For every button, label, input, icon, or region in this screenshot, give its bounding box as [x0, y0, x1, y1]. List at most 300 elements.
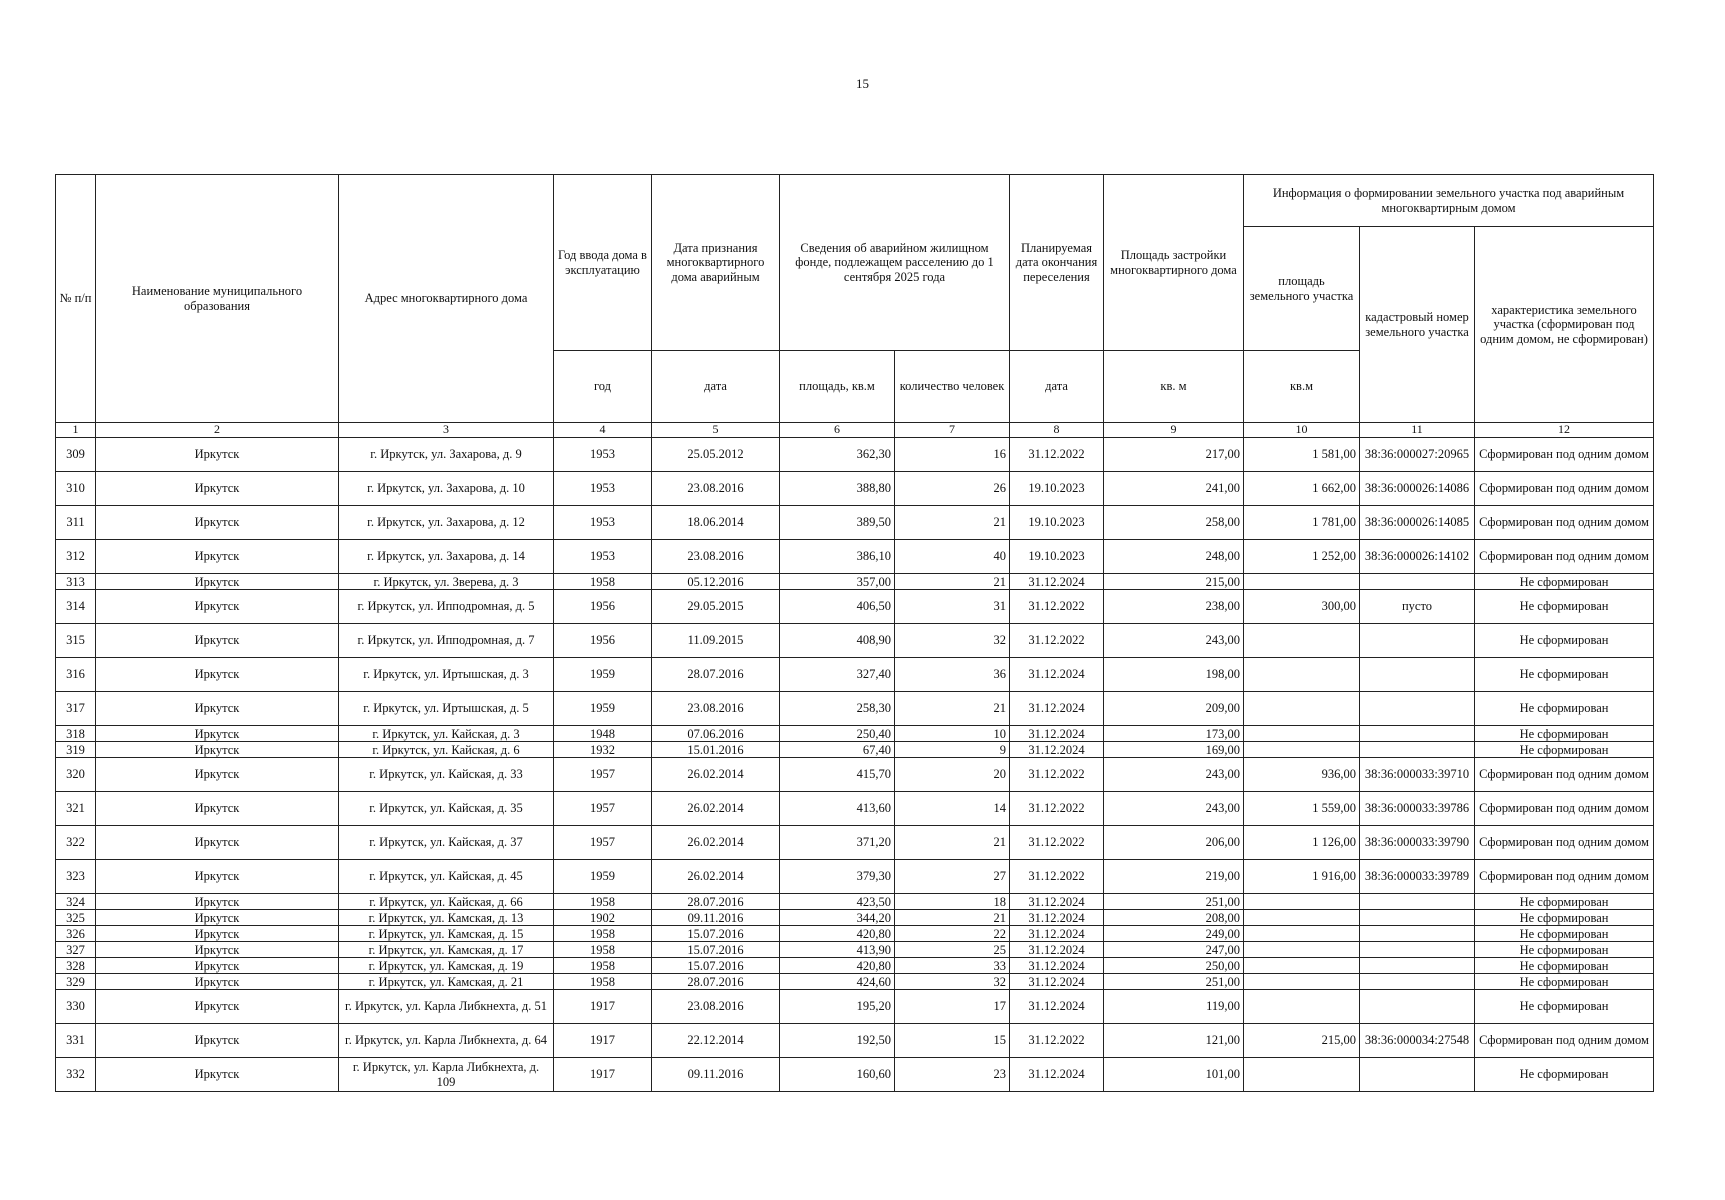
- cell-date-emergency: 28.07.2016: [652, 658, 780, 692]
- cell-year-built: 1917: [554, 1024, 652, 1058]
- cell-year-built: 1959: [554, 692, 652, 726]
- cell-municipality: Иркутск: [96, 1024, 339, 1058]
- cell-building-area: 251,00: [1104, 894, 1244, 910]
- cell-number: 313: [56, 574, 96, 590]
- cell-land-area: [1244, 624, 1360, 658]
- cell-planned-date: 31.12.2024: [1010, 942, 1104, 958]
- table-row: [56, 958, 1654, 974]
- cell-area: 344,20: [780, 910, 895, 926]
- table-row: [56, 926, 1654, 942]
- cell-land-char: Сформирован под одним домом: [1475, 540, 1654, 574]
- cell-cadastral: 38:36:000026:14102: [1360, 540, 1475, 574]
- cell-land-char: Не сформирован: [1475, 726, 1654, 742]
- cell-address: г. Иркутск, ул. Камская, д. 17: [339, 942, 554, 958]
- cell-cadastral: 38:36:000033:39710: [1360, 758, 1475, 792]
- cell-address: г. Иркутск, ул. Камская, д. 13: [339, 910, 554, 926]
- table-row: [56, 540, 1654, 574]
- cell-date-emergency: 09.11.2016: [652, 910, 780, 926]
- cell-building-area: 243,00: [1104, 792, 1244, 826]
- cell-building-area: 250,00: [1104, 958, 1244, 974]
- cell-date-emergency: 07.06.2016: [652, 726, 780, 742]
- cell-land-area: [1244, 958, 1360, 974]
- column-number: 3: [339, 423, 554, 438]
- cell-cadastral: 38:36:000026:14085: [1360, 506, 1475, 540]
- cell-planned-date: 31.12.2022: [1010, 624, 1104, 658]
- cell-address: г. Иркутск, ул. Иртышская, д. 3: [339, 658, 554, 692]
- cell-year-built: 1917: [554, 1058, 652, 1092]
- cell-building-area: 173,00: [1104, 726, 1244, 742]
- cell-area: 413,90: [780, 942, 895, 958]
- cell-building-area: 238,00: [1104, 590, 1244, 624]
- table-row: [56, 574, 1654, 590]
- cell-people: 21: [895, 574, 1010, 590]
- unit-year: год: [554, 351, 652, 423]
- cell-number: 329: [56, 974, 96, 990]
- cell-area: 406,50: [780, 590, 895, 624]
- table-row: [56, 942, 1654, 958]
- table-row: [56, 894, 1654, 910]
- cell-number: 330: [56, 990, 96, 1024]
- cell-year-built: 1958: [554, 926, 652, 942]
- cell-municipality: Иркутск: [96, 540, 339, 574]
- cell-date-emergency: 09.11.2016: [652, 1058, 780, 1092]
- cell-people: 21: [895, 692, 1010, 726]
- cell-number: 314: [56, 590, 96, 624]
- cell-year-built: 1953: [554, 438, 652, 472]
- cell-date-emergency: 25.05.2012: [652, 438, 780, 472]
- cell-building-area: 169,00: [1104, 742, 1244, 758]
- column-number: 4: [554, 423, 652, 438]
- cell-land-area: 1 126,00: [1244, 826, 1360, 860]
- cell-people: 16: [895, 438, 1010, 472]
- emergency-housing-table: [55, 174, 1654, 1092]
- cell-land-area: [1244, 1058, 1360, 1092]
- cell-year-built: 1958: [554, 942, 652, 958]
- cell-building-area: 251,00: [1104, 974, 1244, 990]
- column-number: 5: [652, 423, 780, 438]
- cell-land-char: Не сформирован: [1475, 692, 1654, 726]
- cell-land-char: Сформирован под одним домом: [1475, 472, 1654, 506]
- cell-number: 324: [56, 894, 96, 910]
- cell-address: г. Иркутск, ул. Ипподромная, д. 5: [339, 590, 554, 624]
- header-address: Адрес многоквартирного дома: [339, 175, 554, 423]
- cell-address: г. Иркутск, ул. Карла Либкнехта, д. 51: [339, 990, 554, 1024]
- table-row: [56, 742, 1654, 758]
- unit-land-kvm: кв.м: [1244, 351, 1360, 423]
- cell-date-emergency: 15.07.2016: [652, 926, 780, 942]
- cell-area: 420,80: [780, 926, 895, 942]
- cell-people: 21: [895, 506, 1010, 540]
- cell-year-built: 1902: [554, 910, 652, 926]
- cell-area: 250,40: [780, 726, 895, 742]
- cell-date-emergency: 05.12.2016: [652, 574, 780, 590]
- cell-land-area: [1244, 742, 1360, 758]
- cell-number: 310: [56, 472, 96, 506]
- cell-area: 160,60: [780, 1058, 895, 1092]
- cell-municipality: Иркутск: [96, 692, 339, 726]
- cell-date-emergency: 29.05.2015: [652, 590, 780, 624]
- cell-land-char: Сформирован под одним домом: [1475, 1024, 1654, 1058]
- cell-area: 386,10: [780, 540, 895, 574]
- cell-people: 17: [895, 990, 1010, 1024]
- cell-area: 389,50: [780, 506, 895, 540]
- header-cadastral: кадастровый номер земельного участка: [1360, 227, 1475, 423]
- cell-people: 26: [895, 472, 1010, 506]
- cell-municipality: Иркутск: [96, 910, 339, 926]
- cell-date-emergency: 11.09.2015: [652, 624, 780, 658]
- cell-people: 32: [895, 974, 1010, 990]
- cell-number: 316: [56, 658, 96, 692]
- cell-number: 317: [56, 692, 96, 726]
- cell-address: г. Иркутск, ул. Камская, д. 19: [339, 958, 554, 974]
- table-row: [56, 910, 1654, 926]
- cell-planned-date: 31.12.2024: [1010, 926, 1104, 942]
- cell-land-char: Не сформирован: [1475, 926, 1654, 942]
- cell-planned-date: 31.12.2022: [1010, 792, 1104, 826]
- cell-area: 408,90: [780, 624, 895, 658]
- cell-municipality: Иркутск: [96, 742, 339, 758]
- cell-cadastral: [1360, 624, 1475, 658]
- cell-cadastral: [1360, 658, 1475, 692]
- cell-building-area: 247,00: [1104, 942, 1244, 958]
- cell-planned-date: 31.12.2024: [1010, 726, 1104, 742]
- cell-number: 327: [56, 942, 96, 958]
- cell-year-built: 1956: [554, 624, 652, 658]
- cell-people: 15: [895, 1024, 1010, 1058]
- cell-people: 36: [895, 658, 1010, 692]
- cell-people: 21: [895, 910, 1010, 926]
- cell-address: г. Иркутск, ул. Захарова, д. 12: [339, 506, 554, 540]
- cell-building-area: 119,00: [1104, 990, 1244, 1024]
- table-row: [56, 590, 1654, 624]
- cell-cadastral: [1360, 958, 1475, 974]
- cell-address: г. Иркутск, ул. Камская, д. 21: [339, 974, 554, 990]
- cell-date-emergency: 15.01.2016: [652, 742, 780, 758]
- cell-cadastral: [1360, 574, 1475, 590]
- cell-cadastral: [1360, 942, 1475, 958]
- cell-land-char: Не сформирован: [1475, 624, 1654, 658]
- cell-municipality: Иркутск: [96, 658, 339, 692]
- header-emergency-fund: Сведения об аварийном жилищном фонде, подлежащем расселению до 1 сентября 2025 года: [780, 175, 1010, 351]
- cell-building-area: 217,00: [1104, 438, 1244, 472]
- header-land-area: площадь земельного участка: [1244, 227, 1360, 351]
- cell-cadastral: [1360, 910, 1475, 926]
- cell-municipality: Иркутск: [96, 860, 339, 894]
- cell-year-built: 1956: [554, 590, 652, 624]
- cell-municipality: Иркутск: [96, 624, 339, 658]
- cell-land-area: [1244, 910, 1360, 926]
- cell-number: 332: [56, 1058, 96, 1092]
- header-building-area: Площадь застройки многоквартирного дома: [1104, 175, 1244, 351]
- cell-planned-date: 31.12.2022: [1010, 1024, 1104, 1058]
- cell-land-area: 300,00: [1244, 590, 1360, 624]
- cell-address: г. Иркутск, ул. Зверева, д. 3: [339, 574, 554, 590]
- table-row: [56, 1058, 1654, 1092]
- cell-number: 326: [56, 926, 96, 942]
- cell-planned-date: 31.12.2022: [1010, 590, 1104, 624]
- cell-people: 27: [895, 860, 1010, 894]
- cell-people: 32: [895, 624, 1010, 658]
- column-number: 6: [780, 423, 895, 438]
- cell-cadastral: [1360, 990, 1475, 1024]
- cell-land-char: Не сформирован: [1475, 910, 1654, 926]
- cell-address: г. Иркутск, ул. Кайская, д. 35: [339, 792, 554, 826]
- cell-area: 67,40: [780, 742, 895, 758]
- cell-people: 40: [895, 540, 1010, 574]
- cell-people: 10: [895, 726, 1010, 742]
- cell-building-area: 249,00: [1104, 926, 1244, 942]
- cell-number: 311: [56, 506, 96, 540]
- cell-municipality: Иркутск: [96, 958, 339, 974]
- cell-area: 192,50: [780, 1024, 895, 1058]
- cell-land-area: 215,00: [1244, 1024, 1360, 1058]
- cell-cadastral: 38:36:000033:39789: [1360, 860, 1475, 894]
- table-row: [56, 506, 1654, 540]
- cell-year-built: 1959: [554, 860, 652, 894]
- cell-area: 371,20: [780, 826, 895, 860]
- cell-land-char: Сформирован под одним домом: [1475, 506, 1654, 540]
- cell-land-char: Сформирован под одним домом: [1475, 826, 1654, 860]
- cell-people: 9: [895, 742, 1010, 758]
- cell-people: 33: [895, 958, 1010, 974]
- cell-building-area: 258,00: [1104, 506, 1244, 540]
- cell-land-area: 1 662,00: [1244, 472, 1360, 506]
- cell-land-char: Сформирован под одним домом: [1475, 758, 1654, 792]
- cell-year-built: 1957: [554, 758, 652, 792]
- cell-date-emergency: 23.08.2016: [652, 692, 780, 726]
- cell-building-area: 121,00: [1104, 1024, 1244, 1058]
- column-number: 7: [895, 423, 1010, 438]
- cell-year-built: 1957: [554, 792, 652, 826]
- cell-planned-date: 31.12.2024: [1010, 692, 1104, 726]
- cell-year-built: 1948: [554, 726, 652, 742]
- table-row: [56, 658, 1654, 692]
- table-row: [56, 472, 1654, 506]
- cell-cadastral: 38:36:000033:39786: [1360, 792, 1475, 826]
- cell-land-char: Не сформирован: [1475, 958, 1654, 974]
- cell-planned-date: 31.12.2022: [1010, 826, 1104, 860]
- cell-area: 420,80: [780, 958, 895, 974]
- cell-municipality: Иркутск: [96, 472, 339, 506]
- cell-land-area: 1 252,00: [1244, 540, 1360, 574]
- table-row: [56, 692, 1654, 726]
- cell-year-built: 1953: [554, 540, 652, 574]
- cell-area: 388,80: [780, 472, 895, 506]
- cell-planned-date: 31.12.2022: [1010, 438, 1104, 472]
- cell-land-char: Не сформирован: [1475, 590, 1654, 624]
- cell-planned-date: 31.12.2024: [1010, 658, 1104, 692]
- cell-area: 423,50: [780, 894, 895, 910]
- column-number: 12: [1475, 423, 1654, 438]
- cell-year-built: 1959: [554, 658, 652, 692]
- table-row: [56, 438, 1654, 472]
- cell-address: г. Иркутск, ул. Ипподромная, д. 7: [339, 624, 554, 658]
- cell-municipality: Иркутск: [96, 792, 339, 826]
- cell-date-emergency: 23.08.2016: [652, 990, 780, 1024]
- cell-address: г. Иркутск, ул. Кайская, д. 3: [339, 726, 554, 742]
- cell-municipality: Иркутск: [96, 506, 339, 540]
- cell-date-emergency: 23.08.2016: [652, 472, 780, 506]
- cell-cadastral: [1360, 974, 1475, 990]
- cell-date-emergency: 26.02.2014: [652, 758, 780, 792]
- cell-land-area: [1244, 726, 1360, 742]
- column-number: 8: [1010, 423, 1104, 438]
- cell-land-char: Сформирован под одним домом: [1475, 792, 1654, 826]
- cell-address: г. Иркутск, ул. Кайская, д. 66: [339, 894, 554, 910]
- table-row: [56, 974, 1654, 990]
- cell-year-built: 1953: [554, 472, 652, 506]
- cell-building-area: 243,00: [1104, 624, 1244, 658]
- table-row: [56, 792, 1654, 826]
- column-number: 11: [1360, 423, 1475, 438]
- cell-year-built: 1958: [554, 958, 652, 974]
- unit-building-kvm: кв. м: [1104, 351, 1244, 423]
- cell-building-area: 206,00: [1104, 826, 1244, 860]
- cell-cadastral: [1360, 894, 1475, 910]
- cell-people: 22: [895, 926, 1010, 942]
- cell-people: 14: [895, 792, 1010, 826]
- header-planned-date: Планируемая дата окончания переселения: [1010, 175, 1104, 351]
- cell-year-built: 1958: [554, 894, 652, 910]
- cell-address: г. Иркутск, ул. Захарова, д. 9: [339, 438, 554, 472]
- cell-area: 362,30: [780, 438, 895, 472]
- table-row: [56, 990, 1654, 1024]
- cell-number: 323: [56, 860, 96, 894]
- cell-date-emergency: 18.06.2014: [652, 506, 780, 540]
- cell-year-built: 1958: [554, 574, 652, 590]
- cell-address: г. Иркутск, ул. Кайская, д. 33: [339, 758, 554, 792]
- cell-building-area: 248,00: [1104, 540, 1244, 574]
- cell-people: 31: [895, 590, 1010, 624]
- cell-area: 413,60: [780, 792, 895, 826]
- unit-date-planned: дата: [1010, 351, 1104, 423]
- cell-date-emergency: 22.12.2014: [652, 1024, 780, 1058]
- cell-land-area: 1 581,00: [1244, 438, 1360, 472]
- cell-municipality: Иркутск: [96, 826, 339, 860]
- cell-cadastral: [1360, 692, 1475, 726]
- cell-land-char: Не сформирован: [1475, 574, 1654, 590]
- cell-land-area: [1244, 974, 1360, 990]
- cell-year-built: 1932: [554, 742, 652, 758]
- cell-planned-date: 31.12.2024: [1010, 974, 1104, 990]
- cell-date-emergency: 28.07.2016: [652, 974, 780, 990]
- header-land-info: Информация о формировании земельного участка под аварийным многоквартирным домом: [1244, 175, 1654, 227]
- table-row: [56, 624, 1654, 658]
- table-row: [56, 726, 1654, 742]
- cell-planned-date: 31.12.2024: [1010, 742, 1104, 758]
- cell-land-area: [1244, 658, 1360, 692]
- cell-date-emergency: 15.07.2016: [652, 942, 780, 958]
- cell-building-area: 208,00: [1104, 910, 1244, 926]
- cell-cadastral: 38:36:000033:39790: [1360, 826, 1475, 860]
- cell-cadastral: 38:36:000034:27548: [1360, 1024, 1475, 1058]
- cell-address: г. Иркутск, ул. Захарова, д. 10: [339, 472, 554, 506]
- cell-land-char: Не сформирован: [1475, 990, 1654, 1024]
- cell-land-char: Сформирован под одним домом: [1475, 860, 1654, 894]
- cell-land-char: Не сформирован: [1475, 894, 1654, 910]
- cell-planned-date: 31.12.2024: [1010, 574, 1104, 590]
- cell-land-char: Не сформирован: [1475, 974, 1654, 990]
- cell-land-area: 1 781,00: [1244, 506, 1360, 540]
- cell-people: 23: [895, 1058, 1010, 1092]
- cell-address: г. Иркутск, ул. Иртышская, д. 5: [339, 692, 554, 726]
- cell-address: г. Иркутск, ул. Кайская, д. 45: [339, 860, 554, 894]
- cell-date-emergency: 26.02.2014: [652, 826, 780, 860]
- cell-building-area: 101,00: [1104, 1058, 1244, 1092]
- cell-people: 18: [895, 894, 1010, 910]
- cell-date-emergency: 23.08.2016: [652, 540, 780, 574]
- table-row: [56, 758, 1654, 792]
- page-number: 15: [856, 76, 869, 91]
- cell-number: 325: [56, 910, 96, 926]
- cell-cadastral: 38:36:000026:14086: [1360, 472, 1475, 506]
- cell-area: 327,40: [780, 658, 895, 692]
- cell-area: 424,60: [780, 974, 895, 990]
- cell-address: г. Иркутск, ул. Камская, д. 15: [339, 926, 554, 942]
- cell-cadastral: [1360, 742, 1475, 758]
- cell-number: 320: [56, 758, 96, 792]
- cell-number: 321: [56, 792, 96, 826]
- cell-building-area: 219,00: [1104, 860, 1244, 894]
- cell-land-char: Не сформирован: [1475, 1058, 1654, 1092]
- cell-number: 322: [56, 826, 96, 860]
- cell-planned-date: 19.10.2023: [1010, 472, 1104, 506]
- table-row: [56, 1024, 1654, 1058]
- cell-municipality: Иркутск: [96, 574, 339, 590]
- cell-people: 20: [895, 758, 1010, 792]
- cell-address: г. Иркутск, ул. Карла Либкнехта, д. 109: [339, 1058, 554, 1092]
- cell-land-area: [1244, 990, 1360, 1024]
- cell-municipality: Иркутск: [96, 438, 339, 472]
- header-no: № п/п: [56, 175, 96, 423]
- cell-building-area: 215,00: [1104, 574, 1244, 590]
- unit-date: дата: [652, 351, 780, 423]
- cell-number: 319: [56, 742, 96, 758]
- cell-land-char: Не сформирован: [1475, 742, 1654, 758]
- cell-planned-date: 31.12.2024: [1010, 1058, 1104, 1092]
- cell-land-char: Сформирован под одним домом: [1475, 438, 1654, 472]
- cell-people: 25: [895, 942, 1010, 958]
- cell-address: г. Иркутск, ул. Кайская, д. 6: [339, 742, 554, 758]
- header-date-emergency: Дата признания многоквартирного дома аварийным: [652, 175, 780, 351]
- column-number: 2: [96, 423, 339, 438]
- cell-planned-date: 31.12.2024: [1010, 894, 1104, 910]
- cell-municipality: Иркутск: [96, 1058, 339, 1092]
- cell-date-emergency: 26.02.2014: [652, 860, 780, 894]
- unit-area: площадь, кв.м: [780, 351, 895, 423]
- cell-land-area: [1244, 894, 1360, 910]
- column-number-row: [56, 423, 1654, 438]
- cell-address: г. Иркутск, ул. Кайская, д. 37: [339, 826, 554, 860]
- cell-date-emergency: 15.07.2016: [652, 958, 780, 974]
- cell-number: 309: [56, 438, 96, 472]
- cell-people: 21: [895, 826, 1010, 860]
- unit-people: количество человек: [895, 351, 1010, 423]
- cell-municipality: Иркутск: [96, 590, 339, 624]
- cell-municipality: Иркутск: [96, 926, 339, 942]
- cell-planned-date: 31.12.2024: [1010, 958, 1104, 974]
- cell-date-emergency: 28.07.2016: [652, 894, 780, 910]
- cell-building-area: 243,00: [1104, 758, 1244, 792]
- cell-municipality: Иркутск: [96, 758, 339, 792]
- column-number: 1: [56, 423, 96, 438]
- column-number: 9: [1104, 423, 1244, 438]
- cell-planned-date: 31.12.2024: [1010, 910, 1104, 926]
- cell-area: 415,70: [780, 758, 895, 792]
- cell-address: г. Иркутск, ул. Захарова, д. 14: [339, 540, 554, 574]
- cell-land-area: 936,00: [1244, 758, 1360, 792]
- cell-land-char: Не сформирован: [1475, 942, 1654, 958]
